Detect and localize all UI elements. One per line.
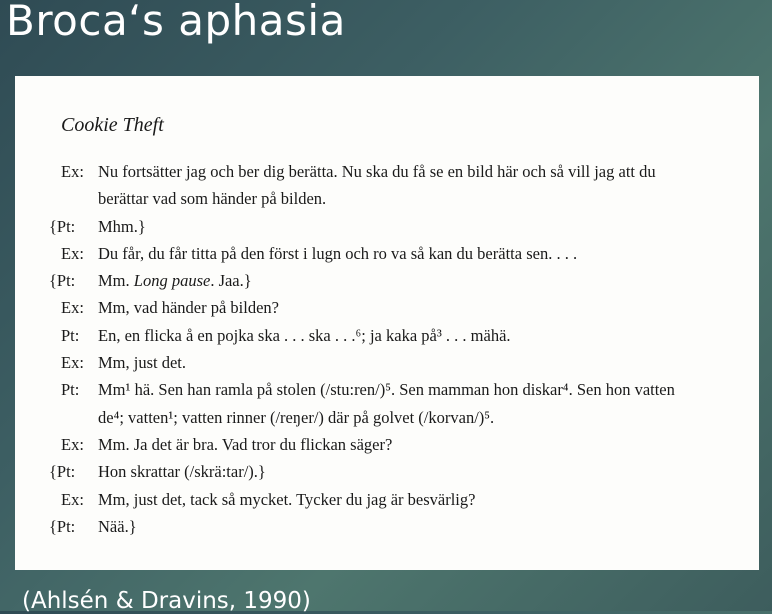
utterance-text-part: . Jaa.} (210, 271, 252, 290)
speaker-label: Ex: (61, 353, 84, 372)
speaker-label: Ex: (61, 244, 84, 263)
citation: (Ahlsén & Dravins, 1990) (22, 588, 311, 614)
utterance-text: berättar vad som händer på bilden. (98, 189, 327, 208)
speaker-label: {Pt: (49, 462, 76, 481)
speaker-label: Ex: (61, 162, 84, 181)
speaker-label: Pt: (61, 326, 80, 345)
annotation-italic: Long pause (133, 271, 211, 290)
slide-title: Broca‘s aphasia (6, 0, 346, 45)
speaker-label: Ex: (61, 435, 84, 454)
speaker-label: {Pt: (49, 517, 76, 536)
utterance-text: Mm¹ hä. Sen han ramla på stolen (/stu:ren/)⁵. Sen mamman hon diskar⁴. Sen hon vatten (98, 380, 675, 399)
utterance-text: Mm, vad händer på bilden? (98, 298, 279, 317)
document-heading: Cookie Theft (61, 114, 164, 136)
utterance-text: Mm, just det, tack så mycket. Tycker du jag är besvärlig? (98, 490, 476, 509)
utterance-text: Mm, just det. (98, 353, 187, 372)
utterance-text: Nää.} (98, 517, 137, 536)
utterance-text: Nu fortsätter jag och ber dig berätta. Nu ska du få se en bild här och så vill jag att du (98, 162, 656, 181)
speaker-label: Ex: (61, 490, 84, 509)
utterance-text (98, 271, 252, 291)
utterance-text: Mm. Ja det är bra. Vad tror du flickan säger? (98, 435, 393, 454)
speaker-label: {Pt: (49, 217, 76, 236)
speaker-label: Pt: (61, 380, 80, 399)
speaker-label: Ex: (61, 298, 84, 317)
utterance-text: En, en flicka å en pojka ska . . . ska . . .⁶; ja kaka på³ . . . mähä. (98, 326, 511, 345)
transcript-document (15, 76, 759, 570)
utterance-text: Du får, du får titta på den först i lugn och ro va så kan du berätta sen. . . . (98, 244, 578, 263)
utterance-text: Mhm.} (98, 217, 146, 236)
utterance-text-part: Mm. (98, 271, 134, 290)
speaker-label: {Pt: (49, 271, 76, 290)
utterance-text: Hon skrattar (/skrä:tar/).} (98, 462, 266, 481)
utterance-text: de⁴; vatten¹; vatten rinner (/reŋer/) där på golvet (/korvan/)⁵. (98, 408, 495, 427)
